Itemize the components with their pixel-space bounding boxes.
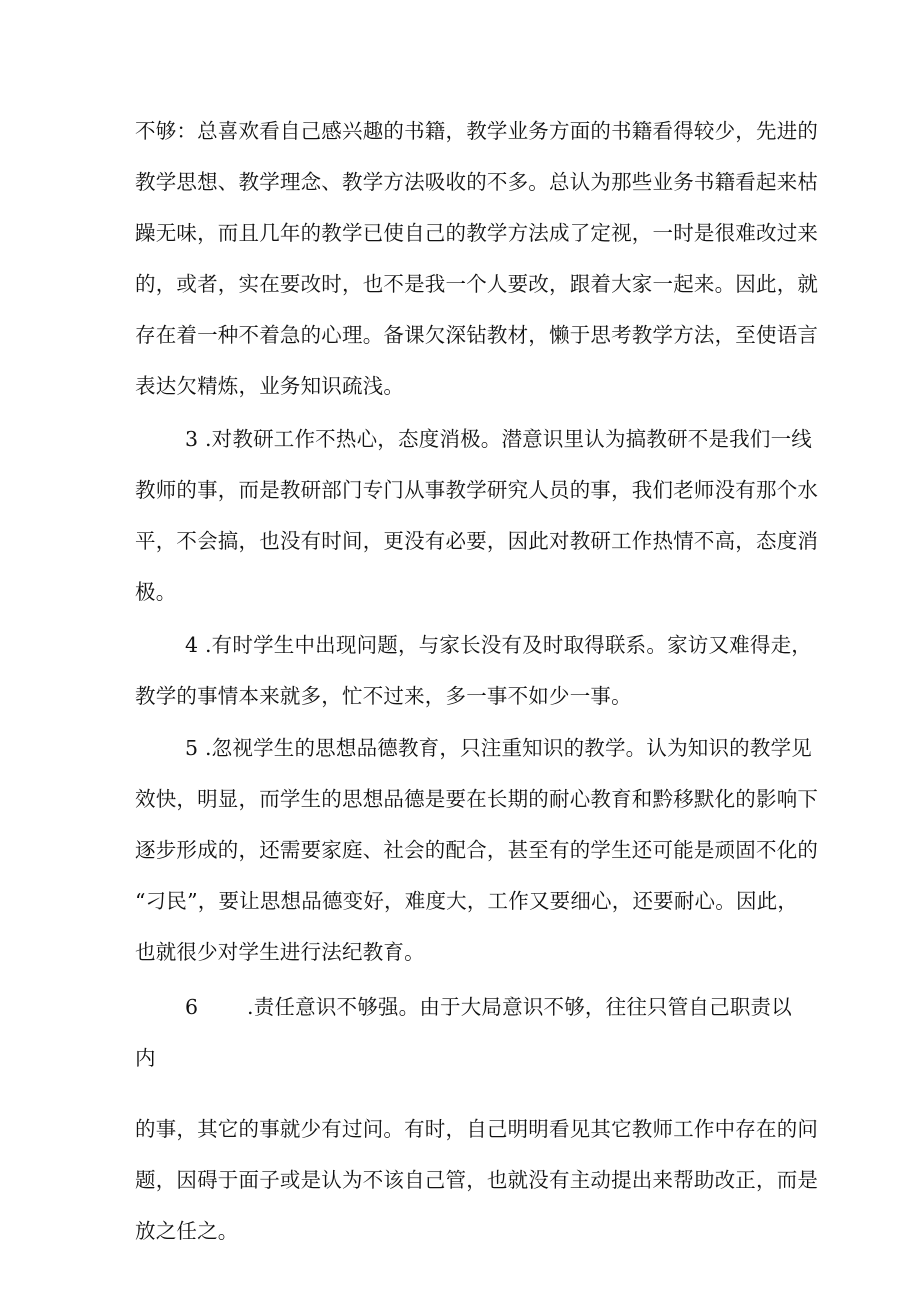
list-item-4-line: 4 .有时学生中出现问题，与家长没有及时取得联系。家访又难得走，	[185, 633, 812, 657]
text-line: 的，或者，实在要改时，也不是我一个人要改，跟着大家一起来。因此，就	[135, 272, 819, 296]
text-line: 教学的事情本来就多，忙不过来，多一事不如少一事。	[135, 684, 632, 708]
text-line: 表达欠精炼，业务知识疏浅。	[135, 374, 405, 398]
text-line: “刁民”，要让思想品德变好，难度大，工作又要细心，还要耐心。因此，	[135, 889, 799, 913]
text-line: 放之任之。	[135, 1219, 239, 1243]
text-line: 教师的事，而是教研部门专门从事教学研究人员的事，我们老师没有那个水	[135, 478, 819, 502]
text-line: 教学思想、教学理念、教学方法吸收的不多。总认为那些业务书籍看起来枯	[135, 170, 819, 194]
text-line: 的事，其它的事就少有过问。有时，自己明明看见其它教师工作中存在的问	[135, 1117, 819, 1141]
text-line: 内	[135, 1046, 156, 1070]
text-line: 存在着一种不着急的心理。备课欠深钻教材，懒于思考教学方法，至使语言	[135, 323, 819, 347]
text-line: 效快，明显，而学生的思想品德是要在长期的耐心教育和黔移默化的影响下	[135, 787, 819, 811]
text-line: 也就很少对学生进行法纪教育。	[135, 940, 425, 964]
list-item-6-line	[185, 993, 805, 1021]
text-line: 平，不会搞，也没有时间，更没有必要，因此对教研工作热情不高，态度消	[135, 529, 819, 553]
text-line: 躁无味，而且几年的教学已使自己的教学方法成了定视，一时是很难改过来	[135, 221, 819, 245]
text-line: 极。	[135, 580, 177, 604]
text-line: 不够：总喜欢看自己感兴趣的书籍，教学业务方面的书籍看得较少，先进的	[135, 119, 819, 143]
text-line: 题，因碍于面子或是认为不该自己管，也就没有主动提出来帮助改正，而是	[135, 1168, 819, 1192]
list-item-5-line: 5 .忽视学生的思想品德教育，只注重知识的教学。认为知识的教学见	[185, 736, 812, 760]
list-item-3-line: 3 .对教研工作不热心，态度消极。潜意识里认为搞教研不是我们一线	[185, 427, 812, 451]
list-item-6-text: .责任意识不够强。由于大局意识不够，往往只管自己职责以	[247, 995, 792, 1019]
text-line: 逐步形成的，还需要家庭、社会的配合，甚至有的学生还可能是顽固不化的	[135, 838, 819, 862]
list-number: 6	[185, 995, 199, 1019]
